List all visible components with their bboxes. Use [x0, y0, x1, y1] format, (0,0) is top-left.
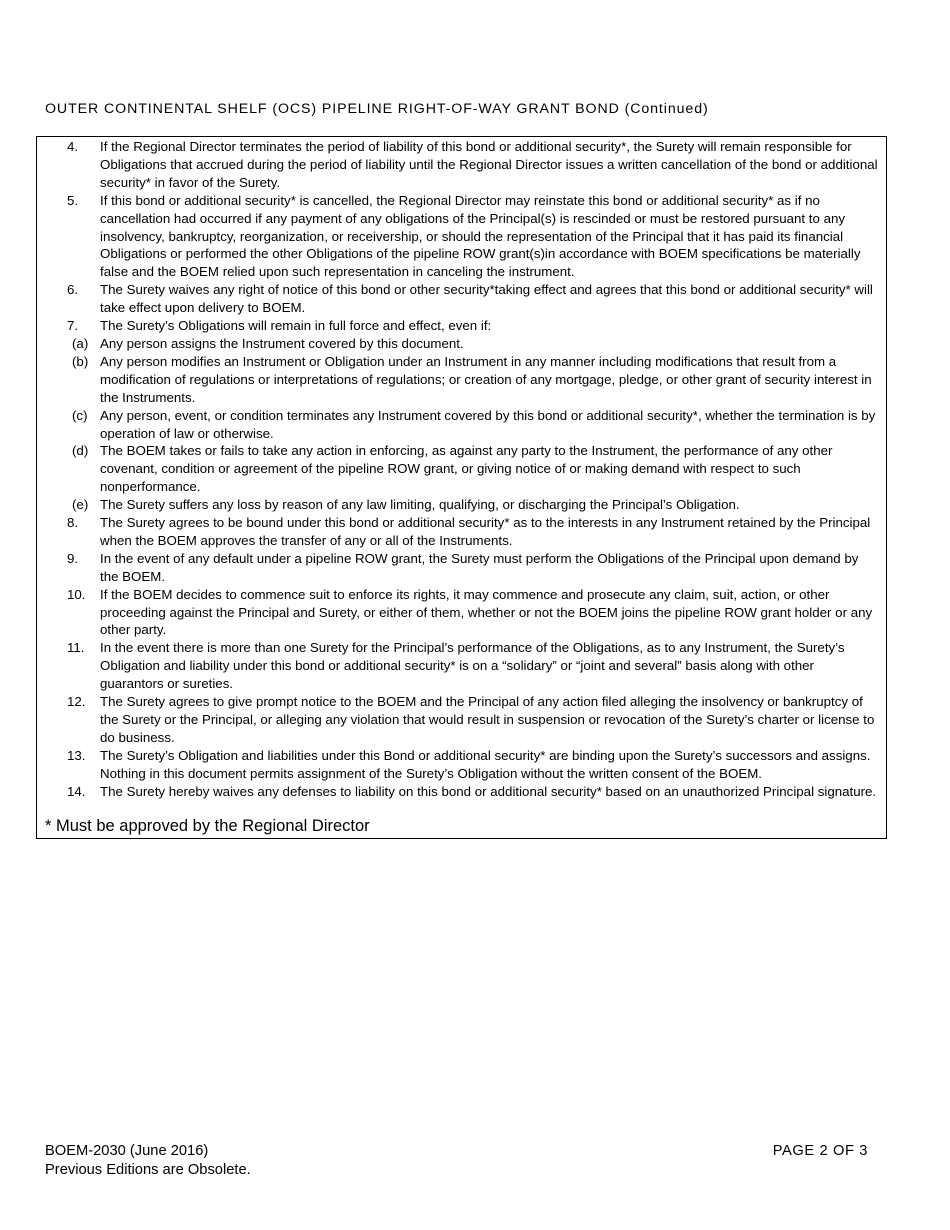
item-text: Any person modifies an Instrument or Obligation under an Instrument in any manner including modifications that result from a modification of regulations or interpretations of regulations; or creation of any mortgage, pledge, or other grant of security interest in the Instruments. [100, 353, 872, 405]
item-text: If this bond or additional security* is cancelled, the Regional Director may reinstate this bond or additional security* as if no cancellation had occurred if any payment of any obligations of the Principal(s) is rescinded or must be restored pursuant to any insolvency, bankruptcy, reorganization, or receivership, or should the representation of the Principal that it has paid its financial Obligations or performed the other Obligations of the pipeline ROW grant(s)in accordance with BOEM specifications be materially false and the BOEM relied upon such representation in canceling the instrument. [100, 192, 861, 280]
item-text: The Surety suffers any loss by reason of any law limiting, qualifying, or discharging the Principal’s Obligation. [100, 497, 740, 513]
list-subitem [37, 496, 886, 514]
list-item [37, 747, 886, 783]
conditions-box [36, 136, 887, 839]
item-text: In the event of any default under a pipeline ROW grant, the Surety must perform the Obligations of the Principal upon demand by the BOEM. [100, 550, 859, 584]
item-letter: (b) [72, 353, 89, 369]
item-number: 5. [67, 192, 79, 208]
item-text: The Surety hereby waives any defenses to liability on this bond or additional security* based on an unauthorized Principal signature. [100, 783, 877, 799]
item-text: In the event there is more than one Surety for the Principal’s performance of the Obligations, as to any Instrument, the Surety’s Obligation and liability under this bond or additional security* is on a “solidary” or “joint and several” basis along with other guarantors or sureties. [100, 640, 845, 692]
footnote: * Must be approved by the Regional Director [45, 817, 370, 835]
item-text: If the BOEM decides to commence suit to enforce its rights, it may commence and prosecute any claim, suit, action, or other proceeding against the Principal and Surety, or either of them, whether or not the BOEM joins the pipeline ROW grant holder or any other party. [100, 586, 873, 638]
list-item [37, 317, 886, 335]
list-item [37, 192, 886, 282]
list-subitem [37, 353, 886, 407]
list-subitem [37, 442, 886, 496]
item-number: 6. [67, 282, 79, 298]
item-number: 10. [67, 586, 86, 602]
item-number: 8. [67, 515, 79, 531]
item-text: The Surety agrees to give prompt notice to the BOEM and the Principal of any action filed alleging the insolvency or bankruptcy of the Surety or the Principal, or alleging any violation that would result in suspension or revocation of the Surety’s charter or license to do business. [100, 694, 875, 745]
item-letter: (d) [72, 443, 89, 459]
list-item [37, 138, 886, 192]
item-number: 7. [67, 318, 79, 334]
form-footer [45, 1142, 251, 1180]
item-text: The Surety’s Obligations will remain in full force and effect, even if: [100, 318, 492, 334]
page-title: OUTER CONTINENTAL SHELF (OCS) PIPELINE RIGHT-OF-WAY GRANT BOND (Continued) [45, 101, 709, 117]
item-letter: (a) [72, 335, 89, 351]
list-item [37, 783, 886, 801]
item-text: The Surety’s Obligation and liabilities under this Bond or additional security* are binding upon the Surety’s successors and assigns. Nothing in this document permits assignment of the Surety’s Obligation without the written consent of the BOEM. [100, 747, 871, 781]
conditions-list [37, 138, 886, 801]
item-text: The BOEM takes or fails to take any action in enforcing, as against any party to the Instrument, the performance of any other covenant, condition or agreement of the pipeline ROW grant, or giving notice of or making demand with respect to such nonperformance. [100, 443, 833, 495]
page-number: PAGE 2 OF 3 [772, 1143, 868, 1159]
item-text: Any person, event, or condition terminates any Instrument covered by this bond or additional security*, whether the termination is by operation of law or otherwise. [100, 407, 876, 441]
list-item [37, 550, 886, 586]
item-number: 11. [67, 640, 85, 656]
item-text: If the Regional Director terminates the period of liability of this bond or additional security*, the Surety will remain responsible for Obligations that accrued during the period of liability until the Regional Director issues a written cancellation of the bond or additional security* in favor of the Surety. [100, 139, 878, 190]
item-number: 13. [67, 747, 86, 763]
editions-note: Previous Editions are Obsolete. [45, 1162, 251, 1178]
item-letter: (e) [72, 497, 89, 513]
item-number: 4. [67, 139, 79, 154]
item-text: The Surety waives any right of notice of this bond or other security*taking effect and agrees that this bond or additional security* will take effect upon delivery to BOEM. [100, 282, 873, 316]
list-item [37, 514, 886, 550]
list-subitem [37, 407, 886, 443]
item-letter: (c) [72, 407, 88, 423]
form-id: BOEM-2030 (June 2016) [45, 1143, 209, 1159]
item-text: The Surety agrees to be bound under this bond or additional security* as to the interests in any Instrument retained by the Principal when the BOEM approves the transfer of any or all of the Instruments. [100, 515, 871, 548]
item-number: 9. [67, 550, 79, 566]
item-text: Any person assigns the Instrument covered by this document. [100, 335, 464, 351]
list-item [37, 586, 886, 640]
list-item [37, 693, 886, 747]
item-number: 12. [67, 694, 86, 710]
list-item [37, 639, 886, 693]
list-item [37, 281, 886, 317]
list-subitem [37, 335, 886, 353]
item-number: 14. [67, 783, 86, 799]
